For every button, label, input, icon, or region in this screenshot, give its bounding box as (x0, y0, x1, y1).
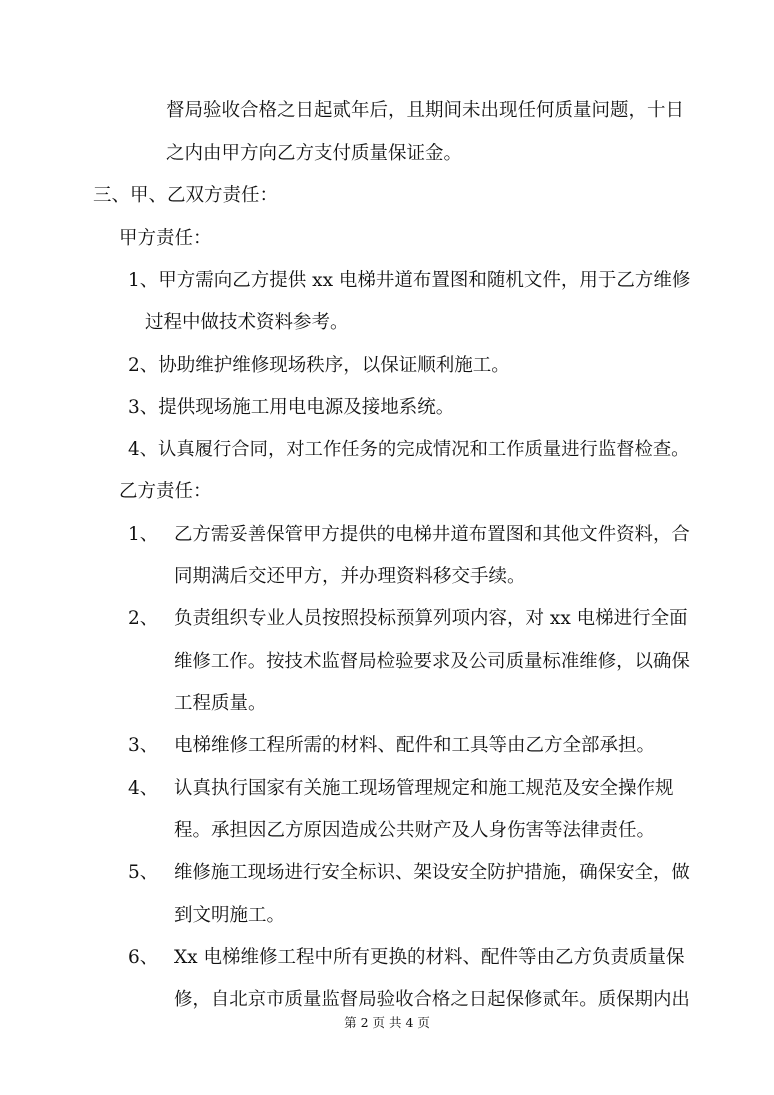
continuation-line-2: 之内由甲方向乙方支付质量保证金。 (166, 143, 463, 164)
party-a-item-1-line-2: 过程中做技术资料参考。 (145, 312, 349, 333)
party-b-item-4-line-2: 程。承担因乙方原因造成公共财产及人身伤害等法律责任。 (174, 820, 656, 841)
party-a-heading: 甲方责任： (119, 228, 212, 249)
party-b-item-3-number: 3、 (128, 735, 159, 756)
party-a-item-3: 3、提供现场施工用电电源及接地系统。 (128, 397, 455, 418)
party-b-item-5-number: 5、 (128, 862, 159, 883)
party-b-item-2-line-1: 负责组织专业人员按照投标预算列项内容，对 xx 电梯进行全面 (174, 608, 688, 629)
party-b-item-1-number: 1、 (128, 524, 159, 545)
party-b-item-3-line-1: 电梯维修工程所需的材料、配件和工具等由乙方全部承担。 (174, 735, 656, 756)
party-b-item-5-line-1: 维修施工现场进行安全标识、架设安全防护措施，确保安全，做 (174, 862, 690, 883)
party-a-item-1-line-1: 1、甲方需向乙方提供 xx 电梯井道布置图和随机文件，用于乙方维修 (128, 270, 691, 291)
party-b-item-4-number: 4、 (128, 778, 159, 799)
party-a-item-4: 4、认真履行合同，对工作任务的完成情况和工作质量进行监督检查。 (128, 439, 690, 460)
party-b-item-1-line-2: 同期满后交还甲方，并办理资料移交手续。 (174, 566, 526, 587)
party-b-item-6-number: 6、 (128, 947, 159, 968)
party-b-heading: 乙方责任： (119, 481, 212, 502)
party-b-item-6-line-1: Xx 电梯维修工程中所有更换的材料、配件等由乙方负责质量保 (174, 947, 685, 968)
page-footer: 第 2 页 共 4 页 (344, 1015, 430, 1030)
party-b-item-5-line-2: 到文明施工。 (174, 905, 286, 926)
party-b-item-2-line-2: 维修工作。按技术监督局检验要求及公司质量标准维修，以确保 (174, 651, 690, 672)
party-b-item-2-line-3: 工程质量。 (174, 693, 267, 714)
party-b-item-2-number: 2、 (128, 608, 159, 629)
party-b-item-6-line-2: 修，自北京市质量监督局验收合格之日起保修贰年。质保期内出 (174, 989, 690, 1010)
section-heading: 三、甲、乙双方责任： (93, 185, 279, 206)
continuation-line-1: 督局验收合格之日起贰年后，且期间未出现任何质量问题，十日 (166, 100, 685, 121)
party-b-item-4-line-1: 认真执行国家有关施工现场管理规定和施工规范及安全操作规 (174, 778, 674, 799)
party-b-item-1-line-1: 乙方需妥善保管甲方提供的电梯井道布置图和其他文件资料，合 (174, 524, 690, 545)
party-a-item-2: 2、协助维护维修现场秩序，以保证顺利施工。 (128, 355, 510, 376)
